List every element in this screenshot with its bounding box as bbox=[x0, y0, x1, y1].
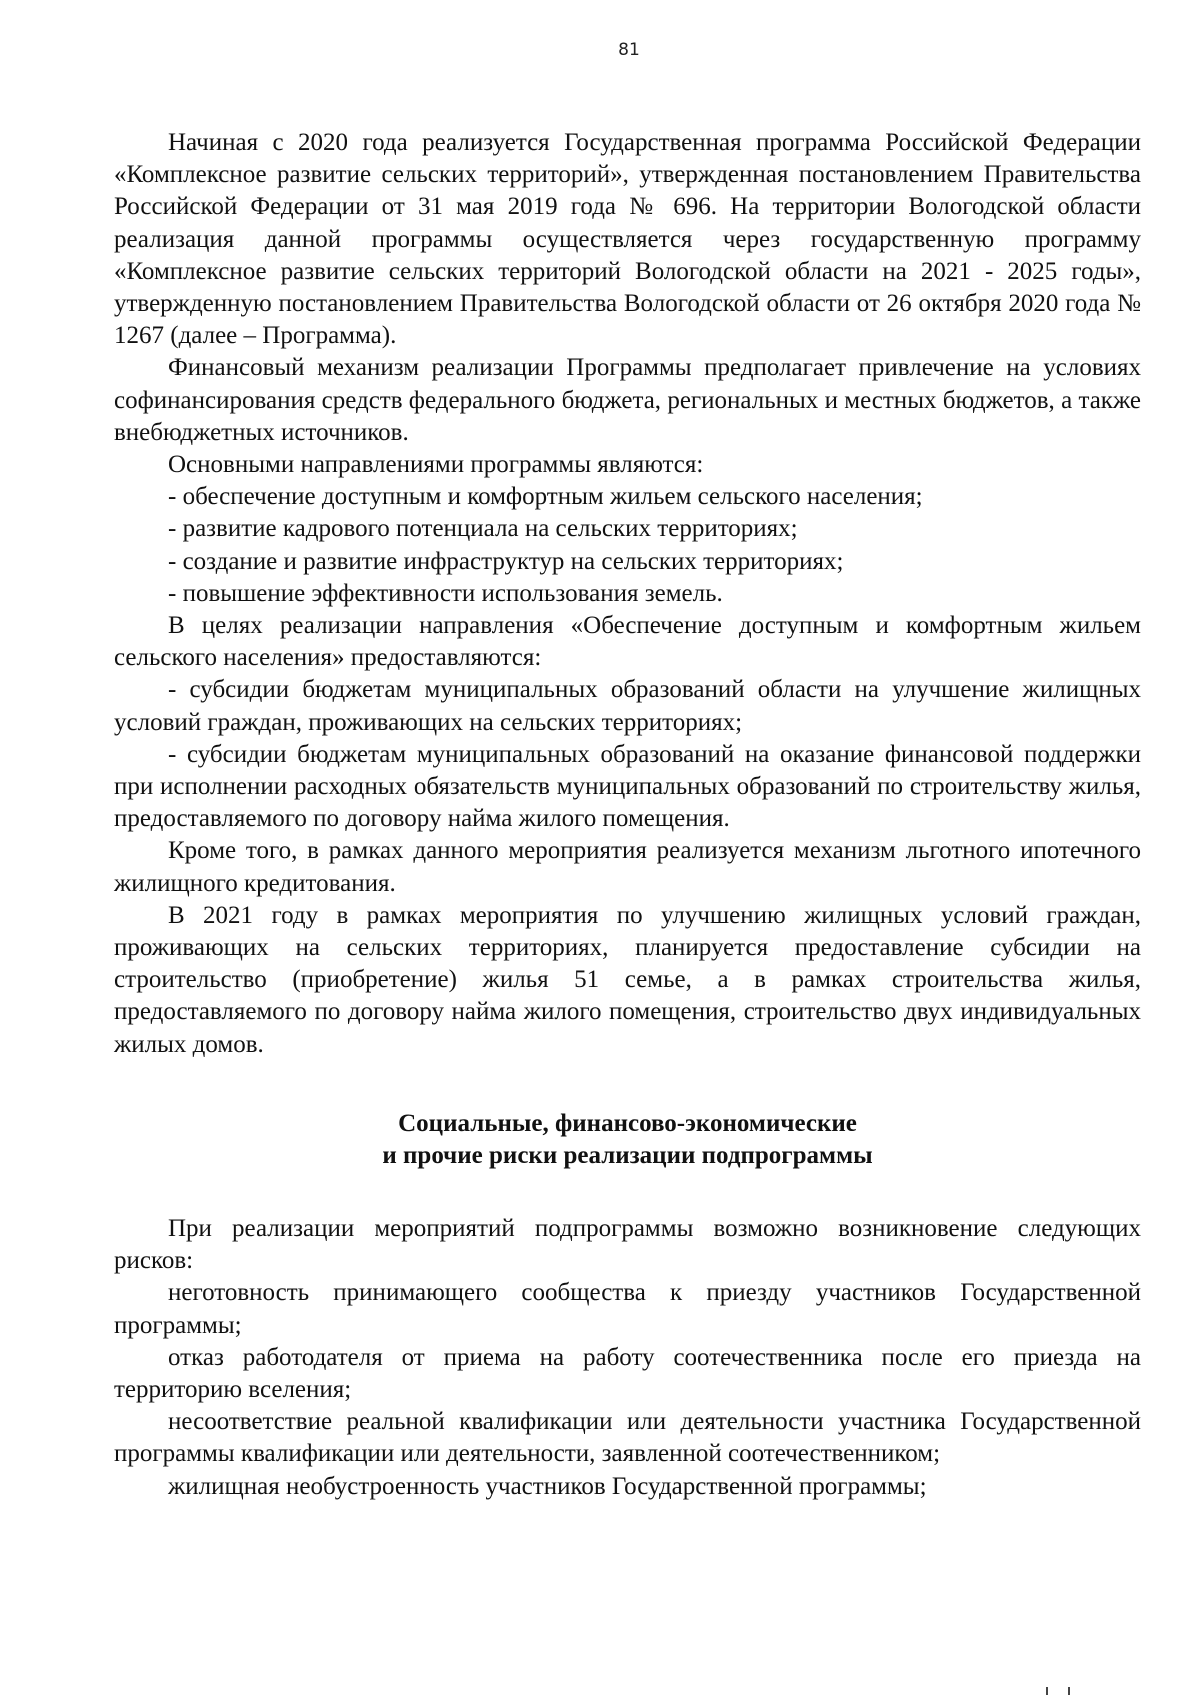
direction-item: - обеспечение доступным и комфортным жильем сельского населения; bbox=[168, 483, 923, 511]
risks-heading-line-1: Социальные, финансово-экономические bbox=[398, 1109, 857, 1137]
risk-item: неготовность принимающего сообщества к приезду участников Государственной программы; bbox=[114, 1279, 1141, 1339]
intro-paragraph-directions-lead: Основными направлениями программы являются: bbox=[168, 451, 704, 479]
document-body bbox=[114, 127, 1141, 1503]
measures-intro-paragraph: В целях реализации направления «Обеспечение доступным и комфортным жильем сельского населения» предоставляются: bbox=[114, 612, 1141, 672]
measure-item: - субсидии бюджетам муниципальных образований области на улучшение жилищных условий граждан, проживающих на сельских территориях; bbox=[114, 676, 1141, 736]
closing-paragraph-2021-plan: В 2021 году в рамках мероприятия по улучшению жилищных условий граждан, проживающих на сельских территориях, планируется предоставление субсидии на строительство (приобретение) жилья 51 семье, а в рамках строительства жилья, предоставляемого по договору найма жилого помещения, строительство двух индивидуальных жилых домов. bbox=[114, 901, 1141, 1058]
page-number: 81 bbox=[618, 40, 640, 60]
risk-item: отказ работодателя от приема на работу соотечественника после его приезда на территорию вселения; bbox=[114, 1343, 1141, 1403]
risk-item: несоответствие реальной квалификации или деятельности участника Государственной программы квалификации или деятельности, заявленной соотечественником; bbox=[114, 1408, 1141, 1468]
direction-item: - создание и развитие инфраструктур на сельских территориях; bbox=[168, 547, 844, 575]
measure-item: - субсидии бюджетам муниципальных образований на оказание финансовой поддержки при исполнении расходных обязательств муниципальных образований по строительству жилья, предоставляемого по договору найма жилого помещения. bbox=[114, 740, 1141, 833]
scan-corner-mark bbox=[1046, 1687, 1070, 1695]
risks-heading-line-2: и прочие риски реализации подпрограммы bbox=[382, 1142, 873, 1170]
intro-paragraph-program: Начиная с 2020 года реализуется Государственная программа Российской Федерации «Комплексное развитие сельских территорий», утвержденная постановлением Правительства Российской Федерации от 31 мая 2019 года № 696. На территории Вологодской области реализация данной программы осуществляется через государственную программу «Комплексное развитие сельских территорий Вологодской области на 2021 - 2025 годы», утвержденную постановлением Правительства Вологодской области от 26 октября 2020 года № 1267 (далее – Программа). bbox=[114, 129, 1141, 350]
direction-item: - повышение эффективности использования земель. bbox=[168, 579, 723, 607]
intro-paragraph-financing: Финансовый механизм реализации Программы предполагает привлечение на условиях софинансирования средств федерального бюджета, региональных и местных бюджетов, а также внебюджетных источников. bbox=[114, 354, 1141, 446]
risks-intro-paragraph: При реализации мероприятий подпрограммы возможно возникновение следующих рисков: bbox=[114, 1214, 1141, 1275]
risks-section-heading bbox=[114, 1108, 1141, 1173]
closing-paragraph-mortgage: Кроме того, в рамках данного мероприятия реализуется механизм льготного ипотечного жилищного кредитования. bbox=[114, 837, 1141, 897]
risk-item: жилищная необустроенность участников Государственной программы; bbox=[168, 1472, 927, 1500]
direction-item: - развитие кадрового потенциала на сельских территориях; bbox=[168, 515, 798, 543]
